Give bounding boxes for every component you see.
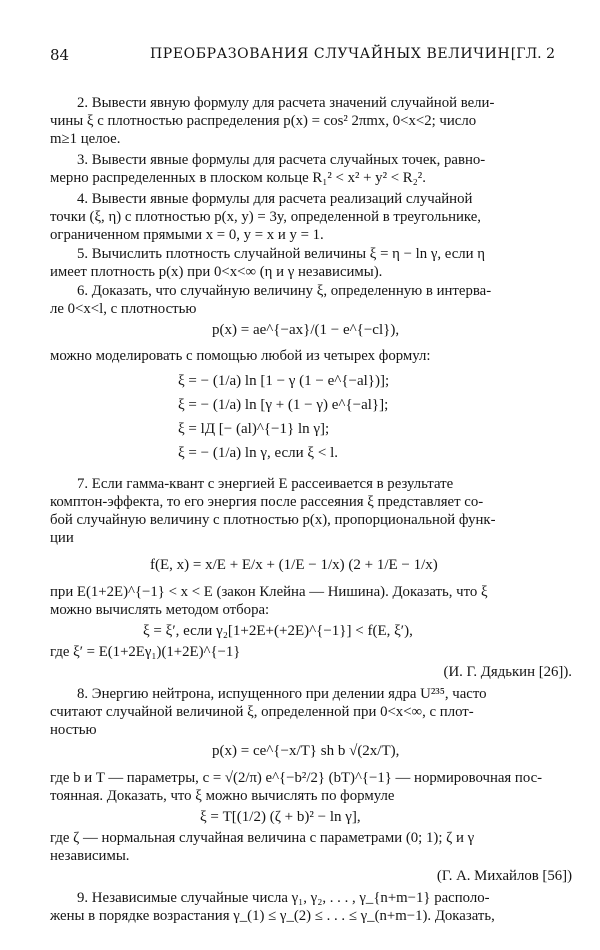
text-line: где ξ′ = E(1+2Eγ₁)(1+2E)^{−1} — [50, 644, 241, 660]
page-number: 84 — [50, 46, 70, 64]
running-title: ПРЕОБРАЗОВАНИЯ СЛУЧАЙНЫХ ВЕЛИЧИН — [150, 46, 511, 62]
text-line: имеет плотность p(x) при 0<x<∞ (η и γ независимы). — [50, 264, 383, 280]
formula: ξ = T[(1/2) (ζ + b)² − ln γ], — [200, 809, 361, 825]
text-line: при E(1+2E)^{−1} < x < E (закон Клейна — Нишина). Доказать, что ξ — [50, 584, 488, 600]
formula: f(E, x) = x/E + E/x + (1/E − 1/x) (2 + 1/E − 1/x) — [150, 557, 438, 573]
attribution: (Г. А. Михайлов [56]) — [436, 868, 572, 884]
formula: ξ = − (1/a) ln γ, если ξ < l. — [178, 445, 338, 461]
formula: p(x) = ae^{−ax}/(1 − e^{−cl}), — [212, 322, 400, 338]
formula: ξ = − (1/a) ln [1 − γ (1 − e^{−al})]; — [178, 373, 390, 389]
text-line: можно вычислять методом отбора: — [50, 602, 270, 618]
text-line: 7. Если гамма-квант с энергией E рассеивается в результате — [77, 476, 454, 492]
formula: p(x) = ce^{−x/T} sh b √(2x/T), — [212, 743, 400, 759]
formula: ξ = lД [− (al)^{−1} ln γ]; — [178, 421, 330, 437]
text-line: ле 0<x<l, с плотностью — [50, 301, 197, 317]
text-line: 3. Вывести явные формулы для расчета случайных точек, равно- — [77, 152, 486, 168]
text-line: тоянная. Доказать, что ξ можно вычислять по формуле — [50, 788, 395, 804]
text-line: 2. Вывести явную формулу для расчета значений случайной вели- — [77, 95, 495, 111]
text-line: ограниченном прямыми x = 0, y = x и y = 1. — [50, 227, 324, 243]
text-line: считают случайной величиной ξ, определенной при 0<x<∞, с плот- — [50, 704, 474, 720]
attribution: (И. Г. Дядькин [26]). — [443, 664, 572, 680]
text-line: чины ξ с плотностью распределения p(x) = cos² 2πmx, 0<x<2; число — [50, 113, 477, 129]
text-line: 6. Доказать, что случайную величину ξ, определенную в интерва- — [77, 283, 492, 299]
text-line: комптон-эффекта, то его энергия после рассеяния ξ представляет со- — [50, 494, 484, 510]
text-line: где ζ — нормальная случайная величина с параметрами (0; 1); ζ и γ — [50, 830, 475, 846]
text-line: 5. Вычислить плотность случайной величины ξ = η − ln γ, если η — [77, 246, 486, 262]
text-line: ции — [50, 530, 74, 546]
text-line: жены в порядке возрастания γ_(1) ≤ γ_(2) ≤ . . . ≤ γ_(n+m−1). Доказать, — [50, 908, 495, 924]
text-line: 9. Независимые случайные числа γ₁, γ₂, . . . , γ_{n+m−1} располо- — [77, 890, 490, 906]
text-line: 8. Энергию нейтрона, испущенного при делении ядра U²³⁵, часто — [77, 686, 487, 702]
text-line: ностью — [50, 722, 97, 738]
formula: ξ = − (1/a) ln [γ + (1 − γ) e^{−al}]; — [178, 397, 389, 413]
chapter-marker: [ГЛ. 2 — [510, 46, 555, 62]
text-line: независимы. — [50, 848, 130, 864]
text-line: точки (ξ, η) с плотностью p(x, y) = 3y, определенной в треугольнике, — [50, 209, 481, 225]
text-line: можно моделировать с помощью любой из четырех формул: — [50, 348, 431, 364]
text-line: мерно распределенных в плоском кольце R₁² < x² + y² < R₂². — [50, 170, 426, 186]
text-line: m≥1 целое. — [50, 131, 121, 147]
text-line: 4. Вывести явные формулы для расчета реализаций случайной — [77, 191, 473, 207]
text-line: бой случайную величину с плотностью p(x), пропорциональной функ- — [50, 512, 496, 528]
running-header — [50, 46, 555, 68]
formula: ξ = ξ′, если γ₂[1+2E+(+2E)^{−1}] < f(E, ξ′), — [143, 623, 413, 639]
text-line: где b и T — параметры, c = √(2/π) e^{−b²/2} (bT)^{−1} — нормировочная пос- — [50, 770, 543, 786]
